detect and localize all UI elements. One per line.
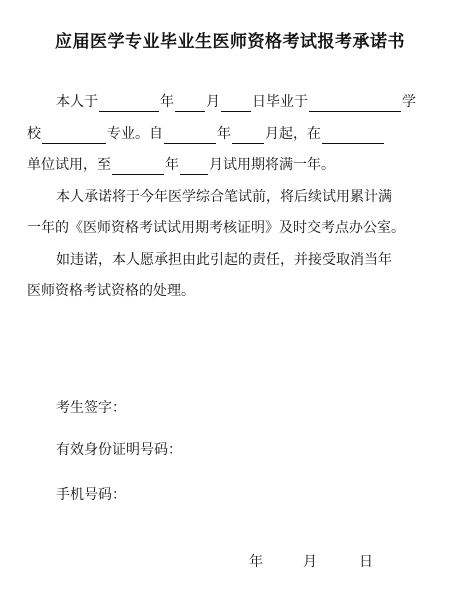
para3-line1: 如违诺，本人愿承担由此引起的责任，并接受取消当年: [56, 252, 392, 268]
para1-line3: [27, 155, 335, 175]
text-unit-trial: 单位试用，至: [27, 157, 111, 173]
phone-number-label: 手机号码：: [56, 487, 126, 503]
para1-line1: [56, 92, 416, 112]
date-year: 年: [249, 554, 263, 570]
trial-start-month-blank[interactable]: [232, 127, 264, 144]
text-month: 月: [206, 94, 220, 110]
text-year: 年: [165, 157, 179, 173]
graduation-year-blank[interactable]: [99, 95, 159, 112]
graduation-day-blank[interactable]: [221, 95, 251, 112]
trial-start-year-blank[interactable]: [164, 127, 216, 144]
id-number-label: 有效身份证明号码：: [56, 442, 182, 458]
document-title: 应届医学专业毕业生医师资格考试报考承诺书: [55, 32, 405, 52]
text-xue: 学: [402, 94, 416, 110]
date-day: 日: [359, 554, 373, 570]
text-major-from: 专业。自: [107, 126, 163, 142]
para3-line2: 医师资格考试资格的处理。: [27, 283, 195, 299]
para1-line2: [27, 124, 385, 144]
text-year: 年: [217, 126, 231, 142]
trial-end-year-blank[interactable]: [112, 158, 164, 175]
text-xiao: 校: [27, 126, 41, 142]
text-graduated-from: 日毕业于: [252, 94, 308, 110]
trial-end-month-blank[interactable]: [180, 158, 208, 175]
school-name-blank[interactable]: [309, 95, 401, 112]
graduation-month-blank[interactable]: [175, 95, 205, 112]
text-trial-full: 月试用期将满一年。: [209, 157, 335, 173]
text-ben-ren-yu: 本人于: [56, 94, 98, 110]
major-blank[interactable]: [42, 127, 106, 144]
employer-blank[interactable]: [322, 127, 384, 144]
candidate-signature-label: 考生签字：: [56, 400, 126, 416]
text-year: 年: [160, 94, 174, 110]
para2-line1: 本人承诺将于今年医学综合笔试前，将后续试用累计满: [56, 189, 392, 205]
para2-line2: 一年的《医师资格考试试用期考核证明》及时交考点办公室。: [27, 220, 405, 236]
date-month: 月: [303, 554, 317, 570]
text-month-from: 月起，在: [265, 126, 321, 142]
